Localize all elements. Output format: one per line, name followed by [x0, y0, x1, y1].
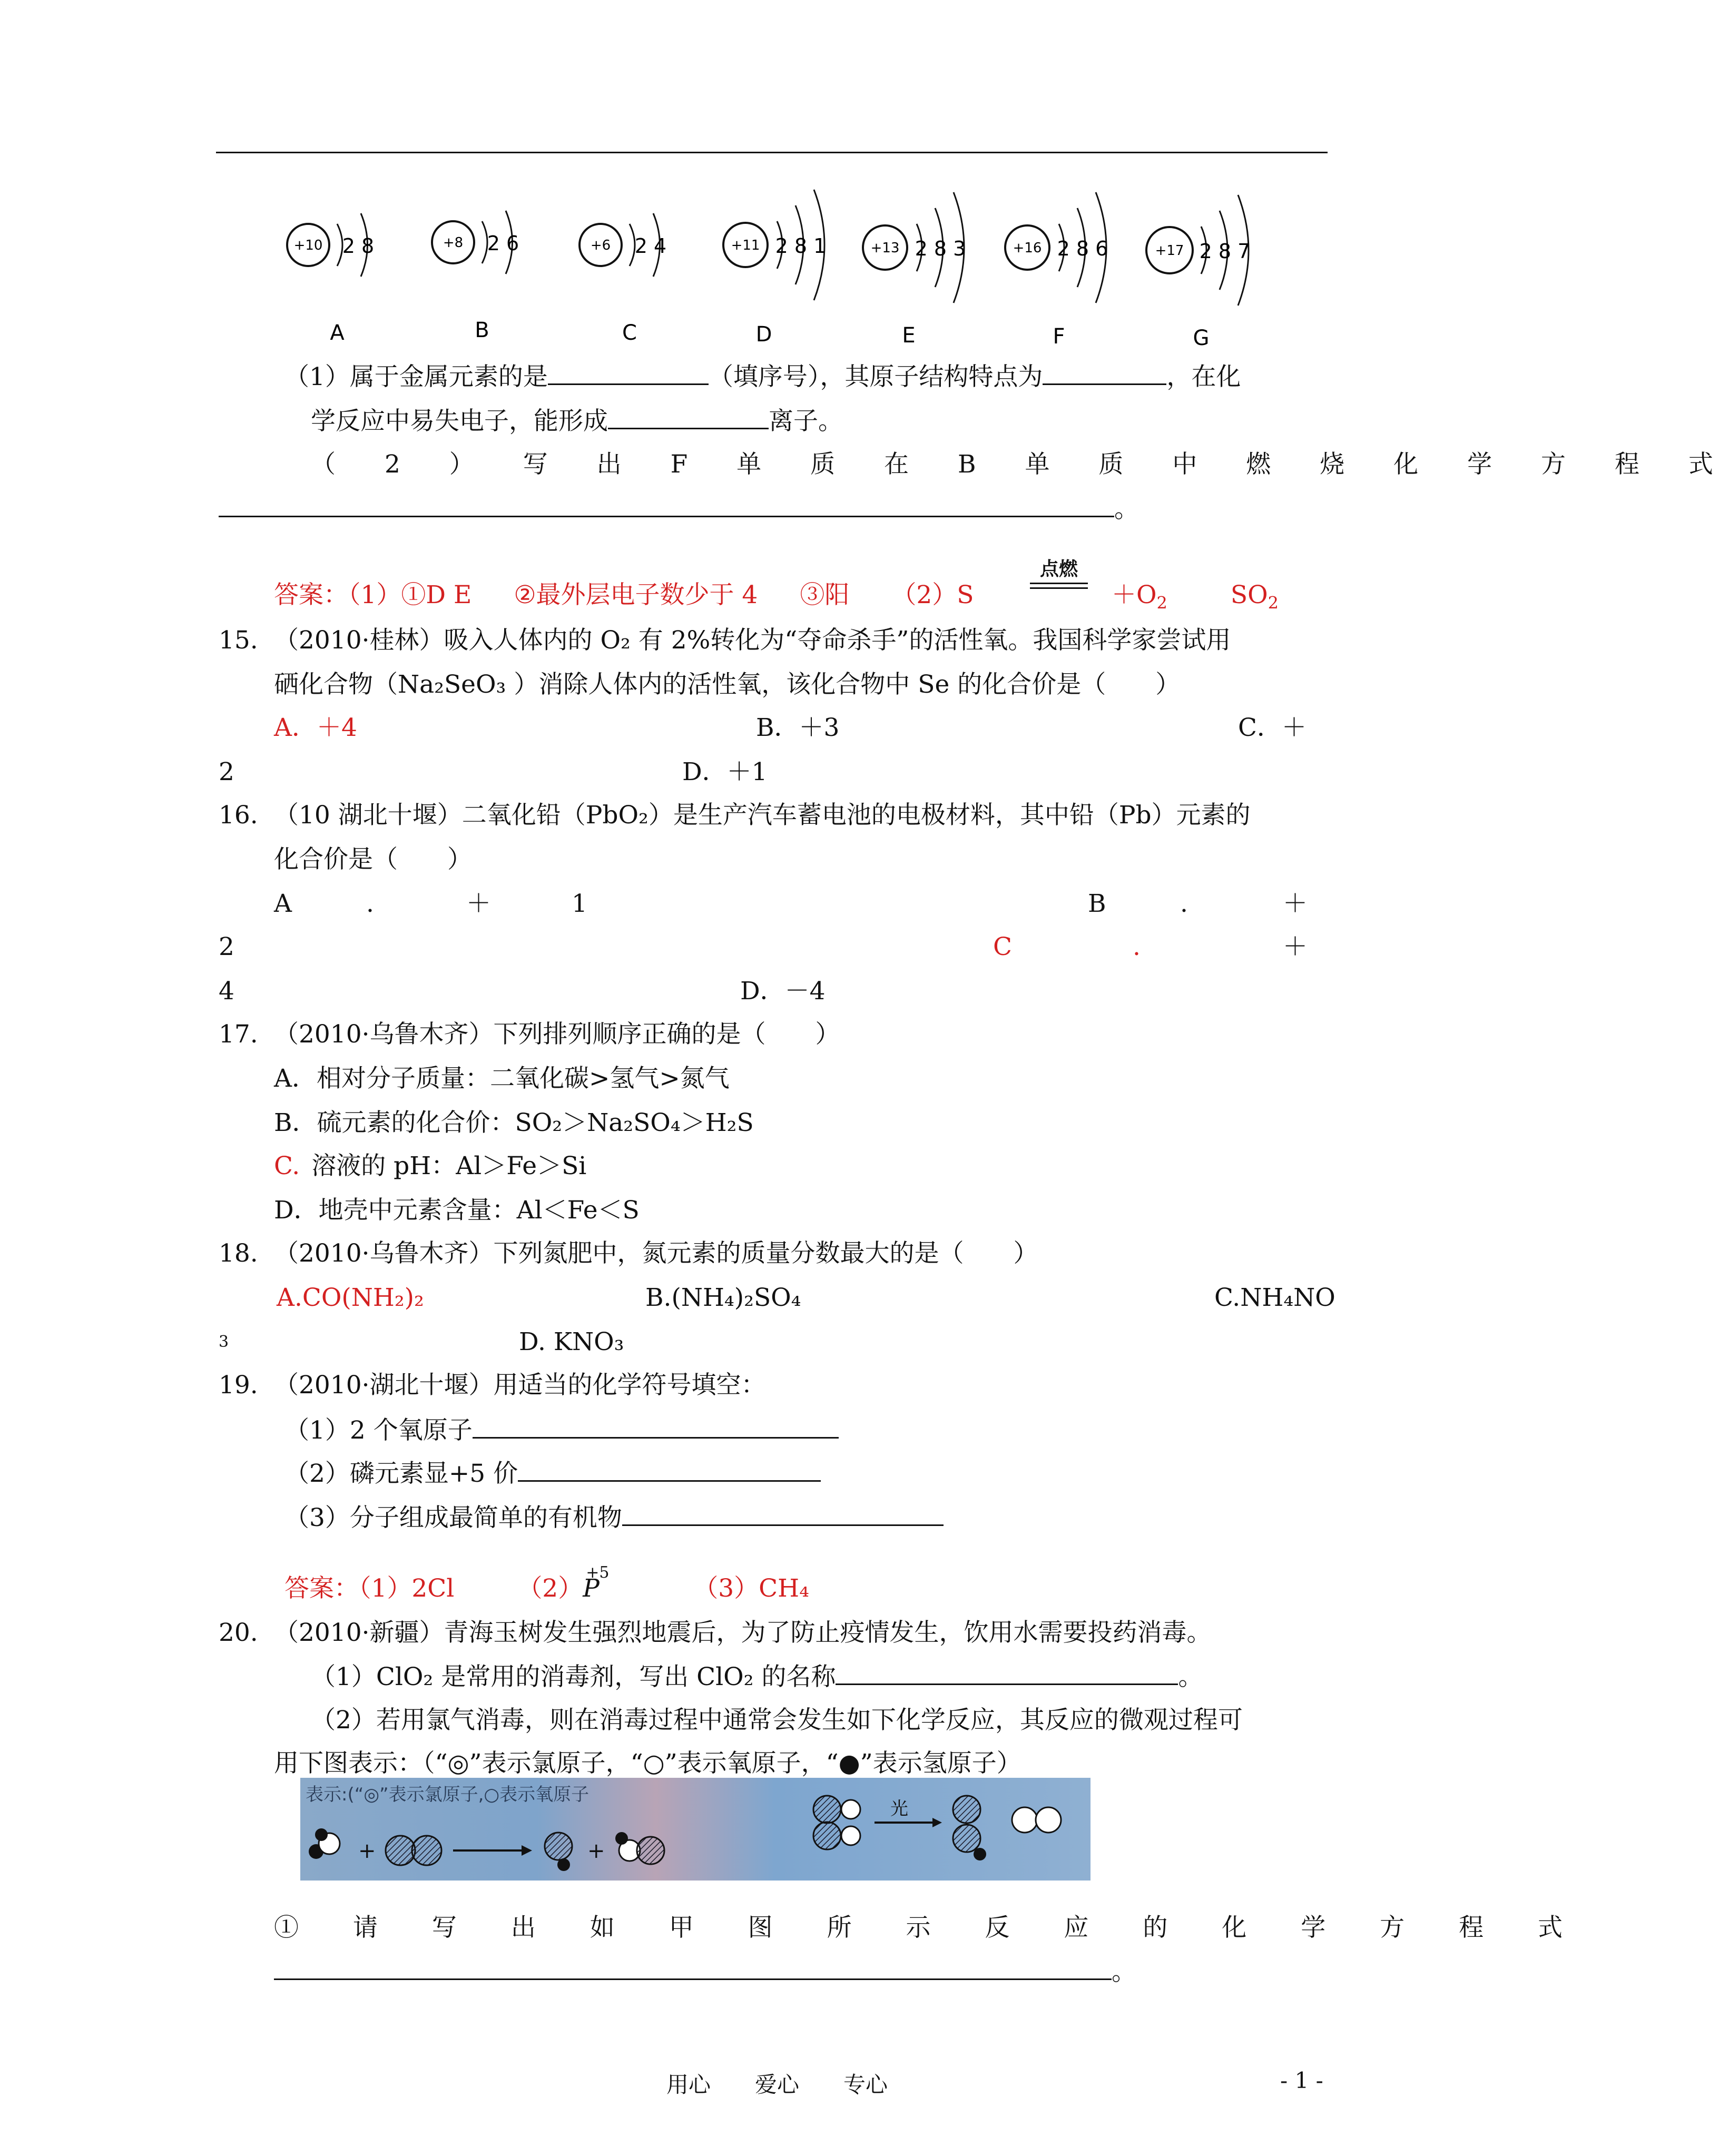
atom-f-electrons: 2 8 6 — [1057, 237, 1108, 260]
q15-option-d[interactable]: D．＋1 — [682, 757, 768, 786]
q20-number: 20. — [219, 1618, 258, 1647]
q20-part1-text: （1）ClO₂ 是常用的消毒剂，写出 ClO₂ 的名称 — [311, 1662, 836, 1691]
q14-answer-6: SO — [1230, 580, 1268, 609]
q14-blank-3[interactable] — [608, 405, 769, 429]
q19-part2 — [284, 1457, 821, 1490]
q16-option-b-sign: ＋ — [1283, 889, 1308, 918]
atom-label-g: G — [1193, 326, 1210, 350]
atom-d — [723, 190, 826, 300]
q19-part1-text: （1）2 个氧原子 — [284, 1416, 473, 1445]
atom-a — [287, 213, 374, 277]
q14-blank-2[interactable] — [1043, 360, 1166, 385]
q18-line1: （2010·乌鲁木齐）下列氮肥中，氮元素的质量分数最大的是（ ） — [274, 1239, 1038, 1268]
q19-blank-2[interactable] — [518, 1457, 821, 1482]
q17-number: 17. — [219, 1020, 258, 1049]
footer-center: 用心 爱心 专心 — [666, 2072, 888, 2098]
atom-g — [1146, 195, 1250, 306]
q16-option-b-letter[interactable]: B — [1088, 889, 1106, 918]
atom-a-core: +10 — [293, 238, 323, 253]
q17-option-d[interactable]: D．地壳中元素含量：Al＜Fe＜S — [274, 1196, 640, 1225]
q14-part1-line1 — [284, 360, 1241, 393]
q16-number: 16. — [219, 801, 258, 830]
q20-sub1: ① 请 写 出 如 甲 图 所 示 反 应 的 化 学 方 程 式 — [274, 1913, 1581, 1942]
q19-answer-label: 答案： — [284, 1574, 359, 1603]
atom-a-electrons: 2 8 — [342, 234, 375, 258]
q16-option-a-value: 1 — [572, 889, 587, 918]
q16-line2: 化合价是（ ） — [274, 845, 472, 874]
q15-line1: （2010·桂林）吸入人体内的 O₂ 有 2%转化为“夺命杀手”的活性氧。我国科学家尝试用 — [274, 626, 1231, 655]
q18-number: 18. — [219, 1239, 258, 1268]
q17-option-a[interactable]: A．相对分子质量：二氧化碳>氢气>氮气 — [274, 1064, 730, 1093]
atom-label-b: B — [475, 318, 489, 342]
q16-option-b-value: 2 — [219, 932, 234, 961]
q16-option-c-letter[interactable]: C — [993, 932, 1012, 961]
atom-label-d: D — [755, 322, 772, 347]
q14-part1-line2 — [311, 405, 843, 437]
q15-option-c-cont: 2 — [219, 757, 234, 786]
q20-part1-end: 。 — [1178, 1662, 1203, 1691]
q20-part2-line1: （2）若用氯气消毒，则在消毒过程中通常会发生如下化学反应，其反应的微观过程可 — [311, 1706, 1243, 1735]
q20-sub1-end: 。 — [1112, 1957, 1136, 1986]
q14-answer-5: ＋O — [1112, 580, 1157, 609]
atom-structure-figure — [263, 174, 1291, 353]
q17-option-b[interactable]: B．硫元素的化合价：SO₂＞Na₂SO₄＞H₂S — [274, 1108, 754, 1137]
q14-part2: （ 2 ） 写 出 F 单 质 在 B 单 质 中 燃 烧 化 学 方 程 式 — [311, 450, 1729, 479]
q14-blank-1[interactable] — [548, 360, 709, 385]
reaction-diagram — [300, 1778, 1091, 1881]
q19-line1: （2010·湖北十堰）用适当的化学符号填空： — [274, 1371, 766, 1400]
q20-sub1-answer-line — [274, 1955, 1136, 1988]
q17-line1: （2010·乌鲁木齐）下列排列顺序正确的是（ ） — [274, 1020, 840, 1049]
q15-line2: 硒化合物（Na₂SeO₃ ）消除人体内的活性氧，该化合物中 Se 的化合价是（ ） — [274, 670, 1181, 699]
atom-g-electrons: 2 8 7 — [1199, 240, 1251, 263]
q20-line1: （2010·新疆）青海玉树发生强烈地震后，为了防止疫情发生，饮用水需要投药消毒。 — [274, 1618, 1212, 1647]
atom-f-core: +16 — [1013, 240, 1042, 256]
q19-answer — [284, 1563, 809, 1604]
reaction-photo-caption: 表示:(“◎”表示氯原子,○表示氧原子 — [306, 1784, 590, 1805]
q14-part1-text-b: （填序号），其原子结构特点为 — [708, 362, 1043, 391]
q19-part3 — [284, 1501, 944, 1534]
reaction-photo — [300, 1778, 1091, 1881]
q15-option-b[interactable]: B．＋3 — [756, 713, 840, 742]
q19-part2-text: （2）磷元素显+5 价 — [284, 1459, 518, 1488]
atom-c-core: +6 — [590, 238, 611, 253]
q14-answer-2: ②最外层电子数少于 4 — [514, 580, 758, 609]
q14-answer-3: ③阳 — [800, 580, 850, 609]
q18-option-c-cont: 3 — [219, 1333, 229, 1351]
q14-blank-4[interactable] — [219, 493, 1114, 517]
atom-label-c: C — [622, 321, 637, 345]
atom-e-electrons: 2 8 3 — [915, 237, 966, 260]
q20-blank-1[interactable] — [836, 1660, 1178, 1685]
atom-f — [1005, 192, 1108, 303]
q14-answer — [274, 579, 974, 611]
q16-option-d[interactable]: D．－4 — [740, 977, 826, 1006]
q14-answer-5-sub: 2 — [1156, 593, 1167, 613]
q19-answer-3: （3）CH₄ — [693, 1574, 809, 1603]
svg-text:+: + — [358, 1839, 376, 1863]
q14-answer-tail — [1112, 579, 1279, 611]
q16-option-c-sign: ＋ — [1283, 932, 1308, 961]
atom-e-core: +13 — [870, 240, 900, 256]
header-rule — [216, 152, 1328, 153]
atom-label-a: A — [330, 321, 345, 345]
svg-text:+: + — [587, 1839, 605, 1863]
atom-label-f: F — [1053, 324, 1065, 349]
atom-c-electrons: 2 4 — [634, 234, 667, 258]
q16-line1: （10 湖北十堰）二氧化铅（PbO₂）是生产汽车蓄电池的电极材料，其中铅（Pb）元素的 — [274, 801, 1251, 830]
q16-option-b-dot: . — [1180, 889, 1188, 918]
q18-option-c[interactable]: C.NH₄NO — [1214, 1283, 1335, 1312]
atom-d-electrons: 2 8 1 — [775, 234, 827, 258]
atom-b — [432, 211, 519, 274]
q16-option-a-dot: . — [366, 889, 374, 918]
atom-c — [579, 213, 666, 277]
atom-d-core: +11 — [731, 238, 760, 253]
atom-g-core: +17 — [1155, 243, 1184, 259]
atom-e — [863, 192, 966, 303]
q20-part1 — [311, 1660, 1203, 1693]
q14-answer-label: 答案： — [274, 580, 348, 609]
q19-answer-2-p: P — [583, 1574, 600, 1603]
atom-b-electrons: 2 6 — [487, 232, 519, 255]
q14-part2-end: 。 — [1114, 495, 1139, 524]
q18-option-b[interactable]: B.(NH₄)₂SO₄ — [645, 1283, 801, 1312]
q14-part1-text-a: （1）属于金属元素的是 — [284, 362, 548, 391]
q20-part2-line2: 用下图表示：（“◎”表示氯原子，“○”表示氧原子，“●”表示氢原子） — [274, 1749, 1021, 1778]
q14-part2-answer-line — [219, 493, 1139, 525]
q19-blank-3[interactable] — [622, 1501, 944, 1526]
q17-option-c-letter: C. — [274, 1151, 300, 1180]
q15-option-c[interactable]: C．＋ — [1238, 713, 1306, 742]
q14-answer-4: （2）S — [891, 580, 974, 609]
reaction-light-label: 光 — [890, 1798, 908, 1819]
q19-part3-text: （3）分子组成最简单的有机物 — [284, 1503, 622, 1532]
q20-blank-2[interactable] — [274, 1955, 1112, 1980]
q16-option-a-letter[interactable]: A — [274, 889, 292, 918]
q19-part1 — [284, 1414, 839, 1446]
q18-option-d[interactable]: D. KNO₃ — [519, 1327, 624, 1356]
q19-answer-1: （1）2Cl — [359, 1574, 455, 1603]
q14-part1-text-d: 学反应中易失电子，能形成 — [311, 407, 608, 436]
q14-part1-text-c: ，在化 — [1166, 362, 1241, 391]
q19-answer-2-sup: +5 — [586, 1563, 610, 1582]
q17-option-c-text: 溶液的 pH：Al＞Fe＞Si — [311, 1151, 587, 1180]
atom-label-e: E — [902, 323, 916, 348]
q19-blank-1[interactable] — [473, 1414, 839, 1439]
q14-part1-text-e: 离子。 — [769, 407, 843, 436]
q15-number: 15. — [219, 626, 258, 655]
q14-answer-condition — [1030, 558, 1088, 589]
q19-answer-2: （2） — [517, 1574, 583, 1603]
q14-answer-1: （1）①D E — [348, 580, 472, 609]
page-number: - 1 - — [1280, 2068, 1323, 2093]
atom-b-core: +8 — [443, 235, 464, 251]
q19-number: 19. — [219, 1371, 258, 1400]
q18-option-a[interactable]: A.CO(NH₂)₂ — [277, 1283, 424, 1312]
q16-option-c-value: 4 — [219, 977, 234, 1006]
q16-option-c-dot: . — [1133, 932, 1141, 961]
q17-option-c[interactable] — [274, 1150, 586, 1182]
q15-option-a[interactable]: A．＋4 — [274, 713, 357, 742]
q14-answer-6-sub: 2 — [1268, 593, 1279, 613]
q16-option-a-sign: ＋ — [466, 889, 491, 918]
q14-answer-condition-text: 点燃 — [1039, 558, 1078, 580]
